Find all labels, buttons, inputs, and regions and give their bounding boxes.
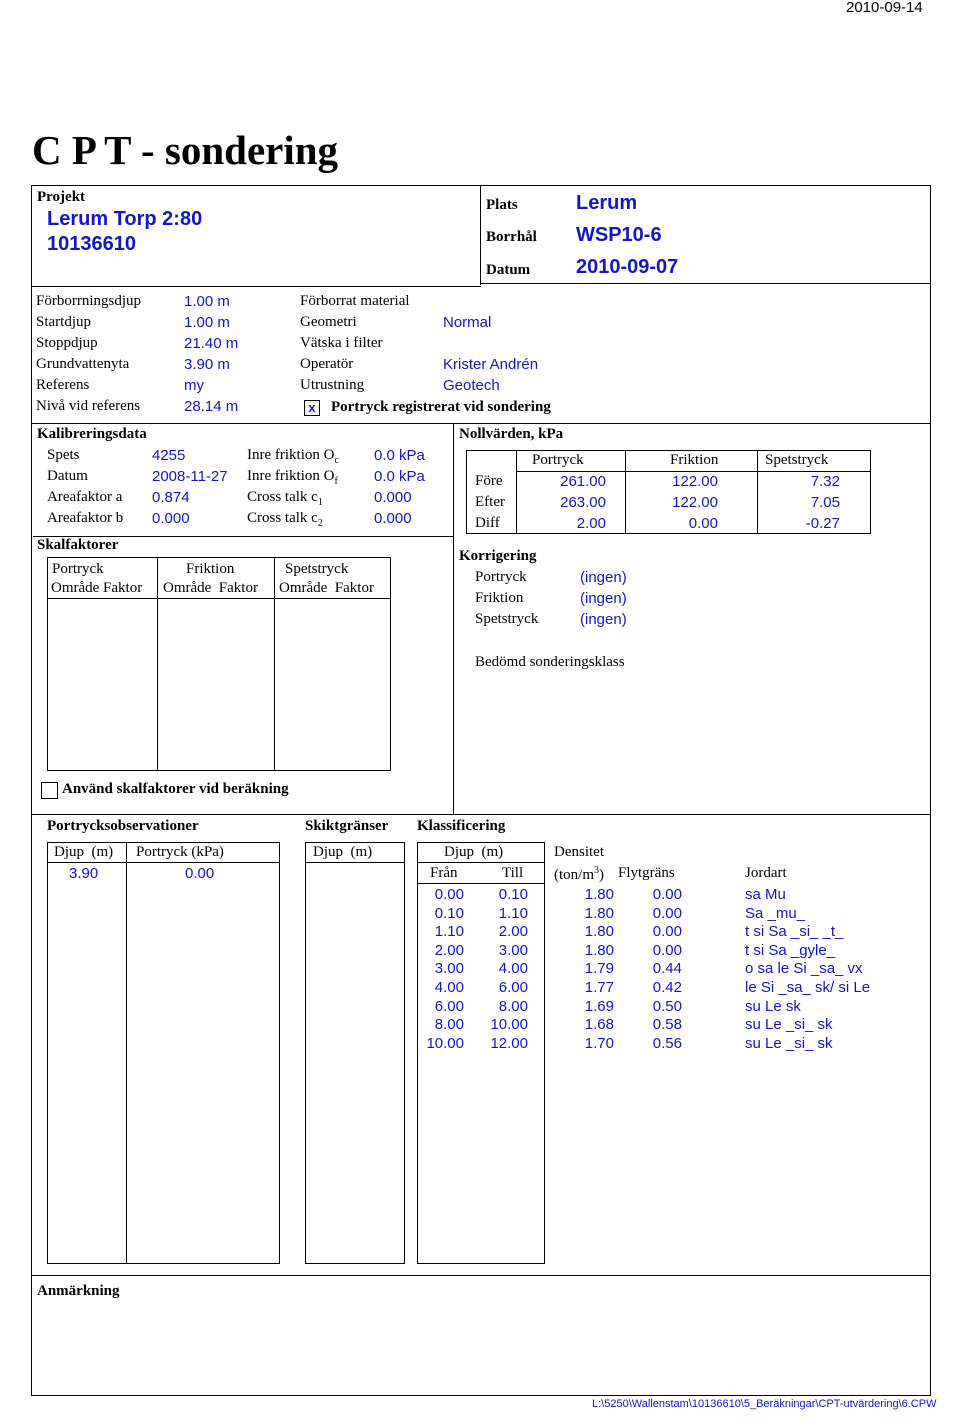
borrhal-value: WSP10-6 <box>576 224 662 246</box>
classification-cell: le Si _sa_ sk/ si Le <box>745 979 871 996</box>
zero-header: Spetstryck <box>765 452 829 468</box>
param-label: Stoppdjup <box>36 335 98 351</box>
file-path: L:\5250\Wallenstam\10136610\5_Beräkningar\CPT-utvärdering\6.CPW <box>592 1398 937 1410</box>
plats-value: Lerum <box>576 192 638 214</box>
borrhal-label: Borrhål <box>486 229 537 245</box>
param-label: Förborrat material <box>300 293 410 309</box>
param-value: Geotech <box>443 377 500 394</box>
divider <box>47 598 391 599</box>
classification-cell: 8.00 <box>434 1016 464 1034</box>
classification-from-header: Från <box>430 865 458 881</box>
param-label: Förborrningsdjup <box>36 293 141 309</box>
correction-value: (ingen) <box>580 590 627 607</box>
zero-cell: 7.05 <box>810 494 840 511</box>
classification-cell: 4.00 <box>498 960 528 978</box>
param-label: Vätska i filter <box>300 335 383 351</box>
classification-cell: 0.50 <box>652 997 682 1015</box>
param-label: Referens <box>36 377 90 393</box>
correction-label: Friktion <box>475 590 524 606</box>
scale-group-name: Spetstryck <box>285 561 349 577</box>
param-row <box>300 335 600 356</box>
calibration-row <box>47 447 447 468</box>
classification-cell: 0.00 <box>652 941 682 959</box>
classification-cell: 1.70 <box>584 1034 614 1052</box>
param-row <box>36 335 296 356</box>
classification-cell: 1.80 <box>584 923 614 941</box>
calibration-value: 0.874 <box>152 489 190 506</box>
zero-row <box>466 494 871 515</box>
zero-cell: 7.32 <box>810 473 840 490</box>
registered-label: Portryck registrerat vid sondering <box>331 399 551 415</box>
param-row <box>36 377 296 398</box>
classification-cell: 0.42 <box>652 979 682 996</box>
calibration-value: 0.000 <box>152 510 190 527</box>
classification-row <box>417 960 917 979</box>
pore-obs-title: Portrycksobservationer <box>47 818 199 834</box>
zero-cell: -0.27 <box>805 515 840 532</box>
label-text: Inre friktion O <box>247 468 335 484</box>
divider <box>31 423 931 424</box>
pore-obs-cell: 0.00 <box>185 865 215 882</box>
classification-cell: 6.00 <box>498 979 528 996</box>
classification-row <box>417 1035 917 1054</box>
classification-row <box>417 1016 917 1035</box>
remark-box <box>31 1275 931 1396</box>
classification-cell: 1.68 <box>584 1016 614 1034</box>
param-value: 3.90 m <box>184 356 230 373</box>
label-text: Inre friktion O <box>247 447 335 463</box>
calibration-label: Spets <box>47 447 80 463</box>
calibration-label: Areafaktor a <box>47 489 123 505</box>
label-text: Cross talk c <box>247 489 318 505</box>
zero-cell: 122.00 <box>672 473 718 490</box>
scale-group-name: Portryck <box>52 561 104 577</box>
layers-header: Djup (m) <box>313 844 373 860</box>
label-subscript: 1 <box>317 497 323 508</box>
project-name: Lerum Torp 2:80 <box>47 208 203 230</box>
scale-group-cols: Område Faktor <box>279 580 374 596</box>
datum-value: 2010-09-07 <box>576 256 679 278</box>
classification-cell: o sa le Si _sa_ vx <box>745 960 863 978</box>
param-label: Nivå vid referens <box>36 398 141 414</box>
classification-cell: 1.80 <box>584 941 614 959</box>
correction-value: (ingen) <box>580 569 627 586</box>
use-scale-checkbox[interactable] <box>41 782 58 799</box>
classification-cell: 1.79 <box>584 960 614 978</box>
calibration-value2: 0.000 <box>374 510 412 527</box>
param-label: Grundvattenyta <box>36 356 130 372</box>
classification-cell: 4.00 <box>434 979 464 996</box>
zero-cell: 261.00 <box>560 473 606 490</box>
param-row <box>36 356 296 377</box>
project-label: Projekt <box>37 189 86 205</box>
classification-cell: 0.44 <box>652 960 682 978</box>
classification-cell: Sa _mu_ <box>745 904 806 922</box>
label-subscript: c <box>334 455 339 466</box>
param-value: 1.00 m <box>184 314 230 331</box>
zero-row-label: Diff <box>475 515 500 531</box>
param-row <box>300 377 600 398</box>
scale-group-cols: Område Faktor <box>51 580 143 596</box>
pore-obs-cell: 3.90 <box>69 865 99 882</box>
zero-cell: 263.00 <box>560 494 606 511</box>
zero-rows <box>466 473 871 536</box>
datum-label: Datum <box>486 262 531 278</box>
classification-cell: 0.00 <box>652 904 682 922</box>
layers-title: Skiktgränser <box>305 818 389 834</box>
classification-cell: 0.56 <box>652 1034 682 1052</box>
param-label: Operatör <box>300 356 354 372</box>
param-row <box>36 293 296 314</box>
divider <box>157 557 158 771</box>
divider <box>417 883 545 884</box>
classification-cell: 3.00 <box>434 960 464 978</box>
classification-to-header: Till <box>502 865 524 881</box>
zero-row <box>466 473 871 494</box>
param-row <box>36 314 296 335</box>
zero-row <box>466 515 871 536</box>
registered-checkbox[interactable]: x <box>304 400 320 416</box>
classification-cell: su Le _si_ sk <box>745 1034 833 1052</box>
print-date: 2010-09-14 <box>846 0 923 16</box>
classification-rows <box>417 886 917 1056</box>
classification-title: Klassificering <box>417 818 506 834</box>
calibration-value: 4255 <box>152 447 186 464</box>
param-value: my <box>184 377 204 394</box>
pore-obs-table <box>47 842 280 1264</box>
correction-label: Portryck <box>475 569 527 585</box>
pore-obs-header: Djup (m) <box>54 844 114 860</box>
classification-density-unit <box>554 865 604 884</box>
classification-cell: 1.69 <box>584 997 614 1015</box>
param-label: Startdjup <box>36 314 91 330</box>
classification-cell: 3.00 <box>498 941 528 959</box>
classification-cell: 8.00 <box>498 997 528 1015</box>
classification-cell: 1.80 <box>584 904 614 922</box>
zero-cell: 122.00 <box>672 494 718 511</box>
calibration-title: Kalibreringsdata <box>37 426 147 442</box>
calibration-value2: 0.0 kPa <box>374 447 425 464</box>
scale-group-name: Friktion <box>186 561 235 577</box>
classification-cell: 2.00 <box>498 923 528 941</box>
param-row <box>300 356 600 377</box>
divider <box>480 185 481 285</box>
classification-cell: t si Sa _gyle_ <box>745 941 836 959</box>
calibration-label2 <box>247 447 339 466</box>
label-subscript: f <box>334 476 338 487</box>
classification-cell: 0.00 <box>652 886 682 903</box>
param-value: 1.00 m <box>184 293 230 310</box>
classification-row <box>417 905 917 924</box>
classification-cell: sa Mu <box>745 886 786 903</box>
param-row <box>300 293 600 314</box>
classification-liquid-limit-header: Flytgräns <box>618 865 675 881</box>
classification-cell: 10.00 <box>490 1016 528 1034</box>
calibration-label2 <box>247 510 323 529</box>
param-label: Geometri <box>300 314 357 330</box>
zero-header: Friktion <box>670 452 719 468</box>
zero-cell: 0.00 <box>688 515 718 532</box>
calibration-value: 2008-11-27 <box>152 468 228 485</box>
classification-cell: 0.58 <box>652 1016 682 1034</box>
zero-row-label: Före <box>475 473 503 489</box>
classification-cell: 0.10 <box>498 886 528 903</box>
param-value: 28.14 m <box>184 398 239 415</box>
classification-density-header: Densitet <box>554 844 604 860</box>
unit-text: (ton/m <box>554 867 594 883</box>
classification-cell: 1.10 <box>498 904 528 922</box>
divider <box>517 471 871 472</box>
page-title: C P T - sondering <box>32 127 339 173</box>
zero-row-label: Efter <box>475 494 505 510</box>
divider <box>305 862 405 863</box>
classification-cell: 0.00 <box>652 923 682 941</box>
zero-header: Portryck <box>532 452 584 468</box>
classification-cell: su Le sk <box>745 997 801 1015</box>
plats-label: Plats <box>486 197 518 213</box>
layers-table <box>305 842 405 1264</box>
calibration-table <box>47 447 447 537</box>
divider <box>126 842 127 1264</box>
correction-title: Korrigering <box>459 548 537 564</box>
classification-cell: su Le _si_ sk <box>745 1016 833 1034</box>
classification-cell: 2.00 <box>434 941 464 959</box>
scale-group-cols: Område Faktor <box>163 580 258 596</box>
unit-superscript: 3 <box>594 865 599 876</box>
classification-cell: 1.80 <box>584 886 614 903</box>
zero-cell: 2.00 <box>576 515 606 532</box>
classification-soil-header: Jordart <box>745 865 787 881</box>
label-subscript: 2 <box>317 518 323 529</box>
calibration-label2 <box>247 489 323 508</box>
pore-obs-header: Portryck (kPa) <box>136 844 224 860</box>
calibration-row <box>47 510 447 531</box>
calibration-label: Datum <box>47 468 88 484</box>
scale-title: Skalfaktorer <box>37 537 119 553</box>
param-row <box>300 314 600 335</box>
calibration-label: Areafaktor b <box>47 510 124 526</box>
divider <box>31 286 481 287</box>
classification-cell: 0.10 <box>434 904 464 922</box>
param-row <box>36 398 296 419</box>
divider <box>417 862 545 863</box>
divider <box>47 862 280 863</box>
label-text: Cross talk c <box>247 510 318 526</box>
divider <box>453 423 454 815</box>
project-number: 10136610 <box>47 233 136 255</box>
classification-cell: 1.10 <box>434 923 464 941</box>
classification-cell: 1.77 <box>584 979 614 996</box>
calibration-value2: 0.0 kPa <box>374 468 425 485</box>
classification-depth-header: Djup (m) <box>444 844 504 860</box>
calibration-row <box>47 468 447 489</box>
unit-text: ) <box>599 867 604 883</box>
classification-row <box>417 979 917 998</box>
calibration-row <box>47 489 447 510</box>
classification-row <box>417 942 917 961</box>
zero-title: Nollvärden, kPa <box>459 426 564 442</box>
correction-label: Spetstryck <box>475 611 539 627</box>
classification-cell: 10.00 <box>426 1034 464 1052</box>
classification-cell: t si Sa _si_ _t_ <box>745 923 844 941</box>
correction-value: (ingen) <box>580 611 627 628</box>
divider <box>274 557 275 771</box>
classification-row <box>417 998 917 1017</box>
param-value: Normal <box>443 314 492 331</box>
calibration-value2: 0.000 <box>374 489 412 506</box>
use-scale-label: Använd skalfaktorer vid beräkning <box>62 781 289 797</box>
param-label: Utrustning <box>300 377 365 393</box>
classification-cell: 12.00 <box>490 1034 528 1052</box>
sounding-class-label: Bedömd sonderingsklass <box>475 654 625 670</box>
classification-cell: 6.00 <box>434 997 464 1015</box>
calibration-label2 <box>247 468 338 487</box>
classification-row <box>417 886 917 905</box>
divider <box>481 283 931 284</box>
classification-cell: 0.00 <box>434 886 464 903</box>
classification-row <box>417 923 917 942</box>
remark-title: Anmärkning <box>37 1283 120 1299</box>
param-value: 21.40 m <box>184 335 239 352</box>
param-value: Krister Andrén <box>443 356 539 373</box>
